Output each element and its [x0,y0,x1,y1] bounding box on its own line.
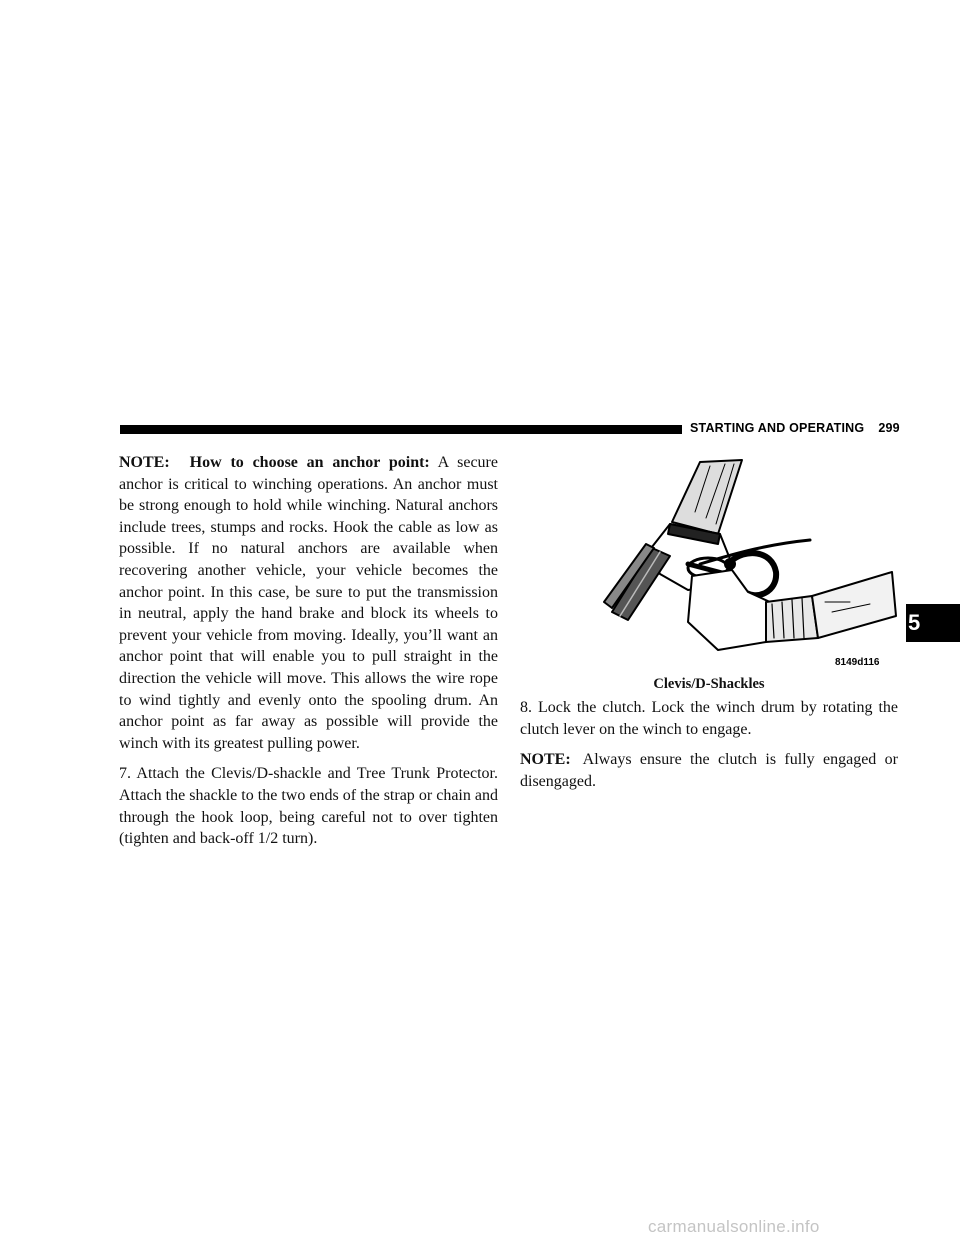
chapter-tab: 5 [906,604,960,642]
page-number: 299 [878,421,900,435]
left-column [119,452,498,859]
running-header [690,421,900,435]
figure-caption: Clevis/D-Shackles [653,676,765,692]
clutch-note-paragraph [520,749,898,792]
note-heading: How to choose an anchor point: [189,454,430,471]
anchor-note-paragraph [119,452,498,754]
note-body: Always ensure the clutch is fully engaged or disengaged. [520,751,898,790]
header-rule [120,425,682,434]
right-column [520,697,898,801]
note-body: A secure anchor is critical to winching operations. An anchor must be strong enough to hold while winching. Natural anchors include trees, stumps and rocks. Hook the cable as low as possible. If no natural anchors are available when recovering another vehicle, your vehicle becomes the anchor point. In this case, be sure to put the transmission in neutral, apply the hand brake and block its wheels to prevent your vehicle from moving. Ideally, you’ll want an anchor point that will enable you to pull straight in the direction the vehicle will move. This allows the wire rope to wind tightly and evenly onto the spooling drum. An anchor point as far away as possible will provide the winch with its greatest pulling power. [119,454,498,752]
step-7-paragraph: 7. Attach the Clevis/D-shackle and Tree Trunk Protector. Attach the shackle to the two ends of the strap or chain and through the hook loop, being careful not to over tighten (tighten and back-off 1/2 turn). [119,765,498,848]
step-8-paragraph: 8. Lock the clutch. Lock the winch drum by rotating the clutch lever on the winch to engage. [520,699,898,738]
figure-code: 8149d116 [835,657,880,668]
note-label: NOTE: How to choose an anchor point: [119,454,430,471]
footer-watermark: carmanualsonline.info [648,1217,820,1236]
note-label: NOTE: [520,751,571,769]
section-title: STARTING AND OPERATING [690,421,865,435]
clevis-shackle-illustration [520,452,898,674]
